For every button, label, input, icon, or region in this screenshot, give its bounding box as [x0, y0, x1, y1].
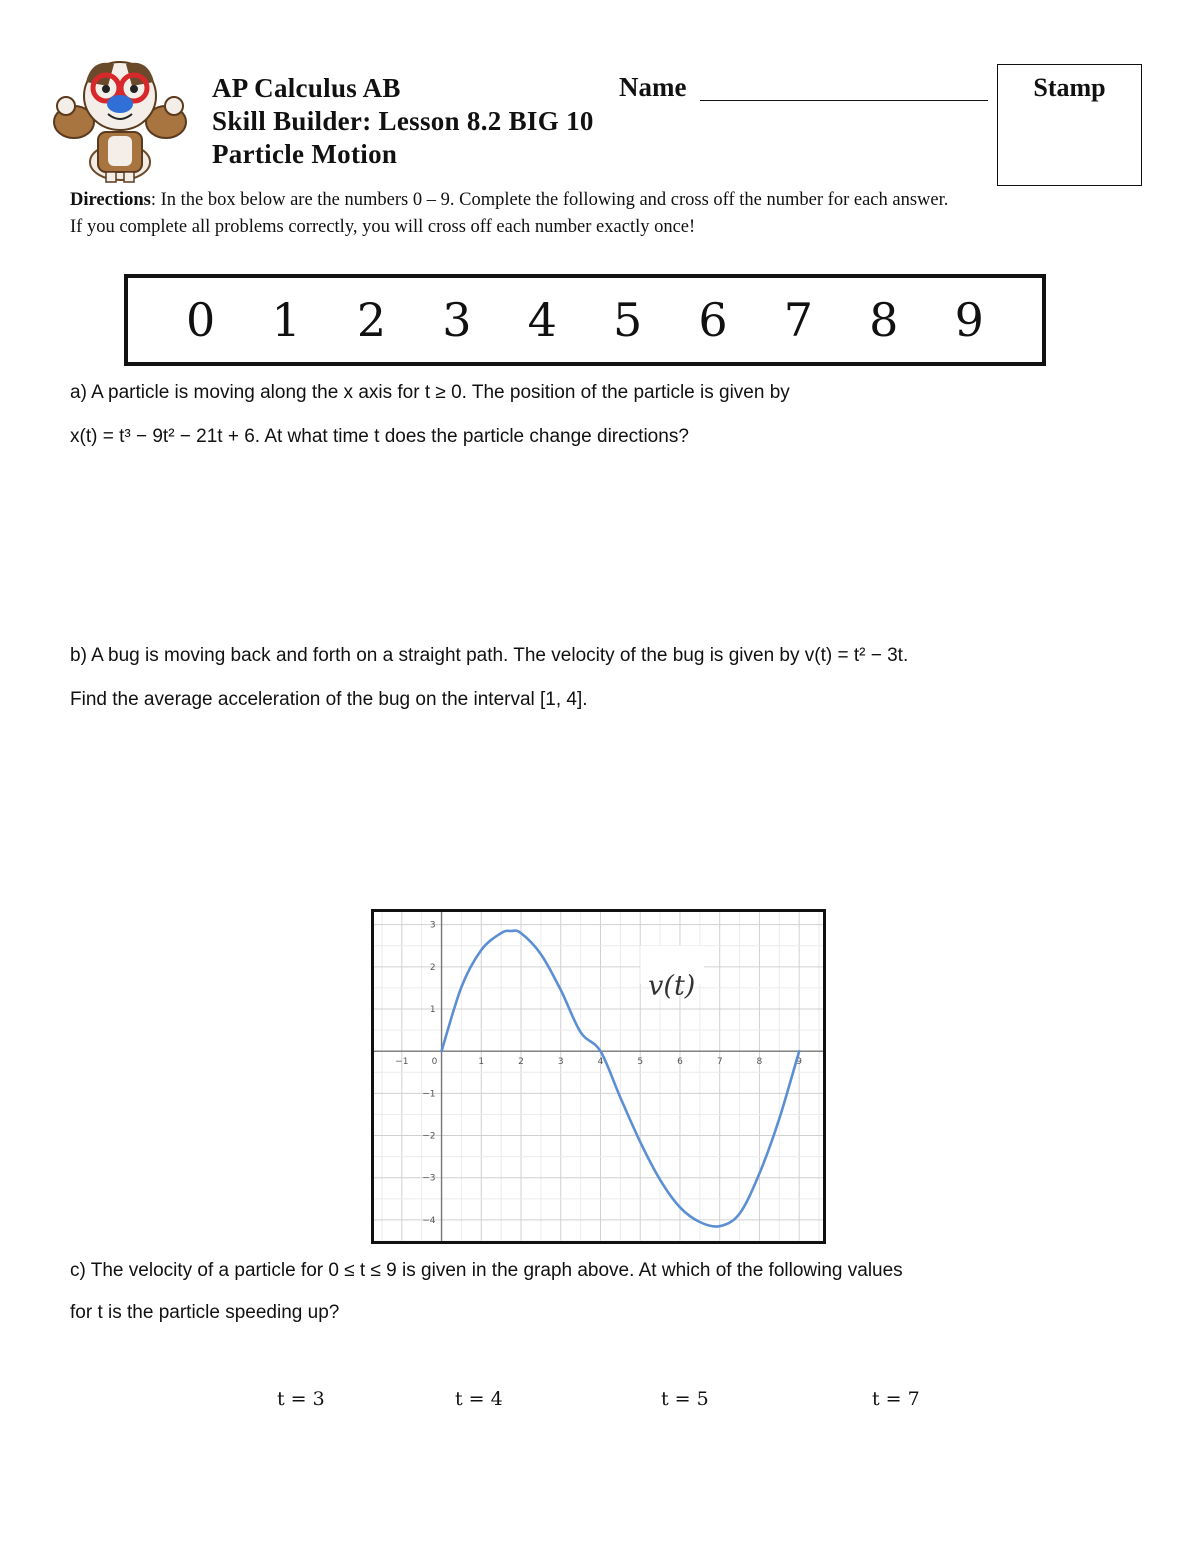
x-tick-label: 6 [677, 1057, 683, 1068]
name-label: Name [619, 72, 687, 102]
y-tick-label: −3 [422, 1173, 436, 1184]
x-tick-label: 5 [637, 1057, 644, 1068]
answer-number[interactable]: 8 [869, 293, 899, 347]
x-tick-label: 0 [431, 1057, 438, 1068]
y-tick-label: −2 [422, 1131, 436, 1142]
answer-number[interactable]: 1 [271, 293, 301, 347]
y-tick-label: −4 [422, 1215, 436, 1226]
directions-line-1 [70, 187, 948, 214]
velocity-graph [374, 912, 823, 1241]
question-c-line-2: for t is the particle speeding up? [70, 1302, 340, 1323]
question-a-line-2: x(t) = t³ − 9t² − 21t + 6. At what time t does the particle change directions? [70, 426, 689, 447]
course-title: AP Calculus AB [212, 73, 401, 103]
y-tick-label: 1 [429, 1005, 436, 1016]
x-tick-label: 4 [597, 1057, 604, 1068]
x-tick-label: 8 [756, 1057, 763, 1068]
answer-number[interactable]: 4 [527, 293, 557, 347]
x-tick-label: 2 [518, 1057, 524, 1068]
bulldog-mascot-icon [52, 52, 188, 186]
option-t-4[interactable]: t = 4 [455, 1388, 503, 1410]
x-tick-label: 7 [716, 1057, 723, 1068]
answer-number[interactable]: 5 [613, 293, 643, 347]
x-tick-label: 3 [557, 1057, 564, 1068]
lesson-subtitle: Skill Builder: Lesson 8.2 BIG 10 [212, 106, 594, 136]
y-tick-label: 3 [429, 920, 436, 931]
directions-text: : In the box below are the numbers 0 – 9. Complete the following and cross off the number for each answer. [150, 190, 949, 210]
velocity-graph-frame [371, 909, 826, 1244]
x-tick-label: −1 [395, 1057, 409, 1068]
stamp-label: Stamp [1033, 73, 1106, 102]
option-t-5[interactable]: t = 5 [661, 1388, 709, 1410]
answer-number[interactable]: 3 [442, 293, 472, 347]
name-field[interactable] [700, 74, 988, 101]
x-tick-label: 9 [796, 1057, 803, 1068]
question-b-line-2: Find the average acceleration of the bug on the interval [1, 4]. [70, 689, 588, 710]
answer-number-box [124, 274, 1046, 366]
directions-label: Directions [70, 190, 151, 210]
y-tick-label: −1 [422, 1089, 436, 1100]
answer-number[interactable]: 2 [356, 293, 387, 347]
question-b-line-1: b) A bug is moving back and forth on a straight path. The velocity of the bug is given by v(t) = t² − 3t. [70, 645, 909, 666]
y-tick-label: 2 [429, 962, 436, 973]
curve-label: v(t) [648, 970, 696, 1002]
question-c-line-1: c) The velocity of a particle for 0 ≤ t ≤ 9 is given in the graph above. At which of the following values [70, 1260, 903, 1281]
answer-number[interactable]: 6 [698, 293, 728, 347]
option-t-7[interactable]: t = 7 [872, 1388, 920, 1410]
answer-number[interactable]: 7 [783, 293, 814, 347]
x-tick-label: 1 [478, 1057, 485, 1068]
question-a-line-1: a) A particle is moving along the x axis for t ≥ 0. The position of the particle is given by [70, 382, 790, 403]
directions-line-2: If you complete all problems correctly, you will cross off each number exactly once! [70, 217, 696, 237]
stamp-box [997, 64, 1142, 186]
topic-title: Particle Motion [212, 139, 398, 169]
option-t-3[interactable]: t = 3 [277, 1388, 325, 1410]
answer-number[interactable]: 0 [186, 293, 216, 347]
answer-number[interactable]: 9 [954, 293, 984, 347]
